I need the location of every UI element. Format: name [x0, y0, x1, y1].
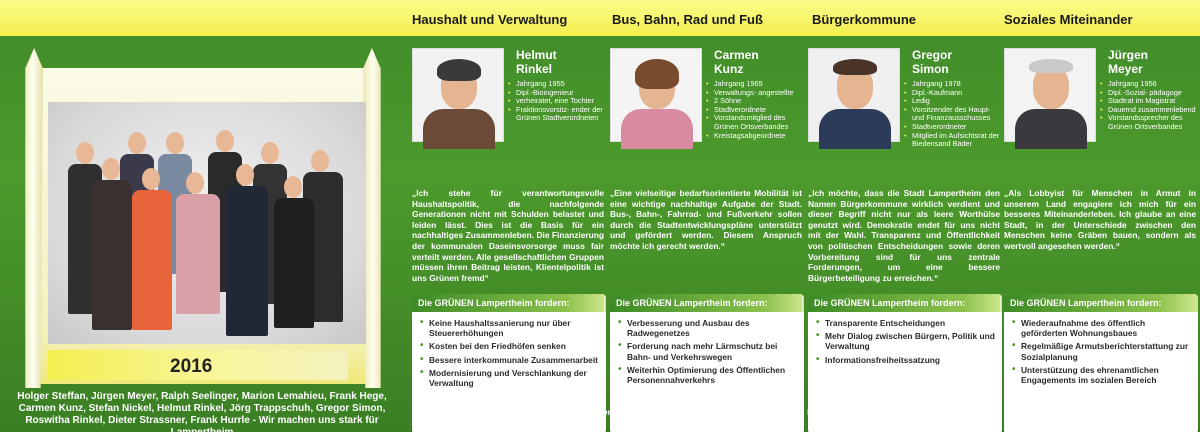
portrait-photo	[412, 48, 504, 142]
demands-list	[808, 318, 1002, 365]
list-item: • Verbesserung und Ausbau des Radwegenetzes	[616, 318, 800, 338]
candidate-name: Carmen Kunz	[714, 48, 759, 76]
candidate-bio: • Jahrgang 1978 • Dipl.-Kaufmann • Ledig • Vorsitzender des Haupt- und Finanzausschusses • Stadtverordneter • Mitglied im Aufsichtsrat der Biedensand Bäder	[904, 80, 1004, 149]
bullet-separator: •	[797, 407, 801, 417]
imprint-internet: Internet: www.gruene-lampertheim.de	[807, 407, 960, 417]
list-item: • Transparente Entscheidungen	[814, 318, 998, 328]
list-item: • Forderung nach mehr Lärmschutz bei Bahn- und Verkehrswegen	[616, 341, 800, 361]
candidate-bio: • Jahrgang 1955 • Dipl.-Bioingenieur • verheiratet, eine Tochter • Fraktionsvorsitz- ender der Grünen Stadtverordneten	[508, 80, 608, 123]
portrait-photo	[610, 48, 702, 142]
banner-post-left	[22, 48, 44, 388]
candidate-bio: • Jahrgang 1965 • Verwaltungs- angestellte • 2 Söhne • Stadtverordnete • Vorstandsmitglied des Grünen Ortsverbandes • Kreistagsabgeordnete	[706, 80, 806, 140]
candidate-column	[610, 42, 806, 392]
topic-finance: Haushalt und Verwaltung	[412, 12, 568, 27]
column-divider	[1000, 296, 1001, 406]
group-photo	[48, 102, 366, 344]
list-item: • Bessere interkommunale Zusammenarbeit	[418, 355, 602, 365]
demands-list	[610, 318, 804, 385]
candidate-name: Jürgen Meyer	[1108, 48, 1149, 76]
demands-title: Die GRÜNEN Lampertheim fordern:	[412, 294, 606, 312]
candidate-name: Helmut Rinkel	[516, 48, 557, 76]
year-label: 2016	[170, 356, 213, 377]
topic-citizens: Bürgerkommune	[812, 12, 917, 27]
list-item: • Modernisierung und Verschlankung der Verwaltung	[418, 368, 602, 388]
list-item: • Mehr Dialog zwischen Bürgern, Politik und Verwaltung	[814, 331, 998, 351]
demands-title: Die GRÜNEN Lampertheim fordern:	[1004, 294, 1198, 312]
candidate-quote: „Ich möchte, dass die Stadt Lampertheim den Namen Bürgerkommune wirklich verdient und dieser Begriff nicht nur als leere Worthülse genutzt wird. Demokratie endet für uns nicht mit der Wahl. Transparenz und Öffentlichkeit von politischen Entscheidungen sowie deren Vorbereitung sind für uns zentrale Forderungen, um eine bessere Bürgerbeteiligung zu erreichen.“	[808, 188, 1000, 283]
column-divider	[802, 296, 803, 406]
candidate-column	[412, 42, 608, 392]
candidate-bio: • Jahrgang 1956 • Dipl.-Sozial- pädagoge • Stadtrat im Magistrat • Dauernd zusammenlebend • Vorstandssprecher des Grünen Ortsverbandes	[1100, 80, 1200, 132]
column-divider	[604, 296, 605, 406]
candidate-quote: „Als Lobbyist für Menschen in Armut in unserem Land engagiere ich mich für ein besseres Miteinanderleben. Ich glaube an eine Stadt, in der Unterschiede zwischen den Menschen keine Gräben bauen, sondern als wertvoll angesehen werden.“	[1004, 188, 1196, 251]
list-item: • Keine Haushaltssanierung nur über Steuererhöhungen	[418, 318, 602, 338]
candidate-quote: „Ich stehe für verantwortungsvolle Haushaltspolitik, die nachfolgende Generationen nicht mit Schulden belastet und leiden lässt. Dies ist die Basis für ein nachhaltiges Zusammenleben. Die Finanzierung der kommunalen Daseinsvorsorge muss fair verteilt werden. Alle gesellschaftlichen Gruppen müssen ihren Beitrag leisten, Klientelpolitik ist uns Grünen fremd“	[412, 188, 604, 283]
list-item: • Wiederaufnahme des öffentlich geförderten Wohnungsbaues	[1010, 318, 1194, 338]
imprint-contact: V.i.S.d.P. und Kontakt in Lampertheim: Jürgen Meyer, Hagenstraße 56, 68623 Lampertheim	[427, 407, 792, 417]
topic-mobility: Bus, Bahn, Rad und Fuß	[612, 12, 763, 27]
list-item: • Weiterhin Optimierung des Öffentlichen Personennahverkehrs	[616, 365, 800, 385]
list-item: • Kosten bei den Friedhöfen senken	[418, 341, 602, 351]
group-caption: Holger Steffan, Jürgen Meyer, Ralph Seelinger, Marion Lemahieu, Frank Hege, Carmen Kunz, Stefan Nickel, Helmut Rinkel, Jörg Trappschuh, Gregor Simon, Roswitha Rinkel, Dieter Strassner, Frank Hurrle - Wir machen uns stark für Lampertheim	[17, 391, 387, 438]
list-item: • Informationsfreiheitssatzung	[814, 355, 998, 365]
candidate-quote: „Eine vielseitige bedarfsorientierte Mobilität ist eine wichtige nachhaltige Aufgabe der Stadt. Bus-, Bahn-, Fahrrad- und Fußverkehr sollen durch die Stadtentwicklungspläne unterstützt und gefördert werden. Diesem Anspruch möchte ich gerecht werden.“	[610, 188, 802, 251]
demands-list	[1004, 318, 1198, 385]
candidate-column	[1004, 42, 1200, 392]
topic-bar	[0, 0, 1200, 36]
demands-list	[412, 318, 606, 388]
bullet-separator: •	[965, 407, 969, 417]
list-item: • Regelmäßige Armutsberichterstattung zur Sozialplanung	[1010, 341, 1194, 361]
demands-title: Die GRÜNEN Lampertheim fordern:	[808, 294, 1002, 312]
list-item: • Unterstützung des ehrenamtlichen Engagements im sozialen Bereich	[1010, 365, 1194, 385]
demands-box	[1004, 294, 1198, 434]
candidate-column	[808, 42, 1004, 392]
candidate-name: Gregor Simon	[912, 48, 953, 76]
portrait-photo	[1004, 48, 1096, 142]
portrait-photo	[808, 48, 900, 142]
imprint	[400, 407, 1000, 417]
topic-social: Soziales Miteinander	[1004, 12, 1133, 27]
demands-title: Die GRÜNEN Lampertheim fordern:	[610, 294, 804, 312]
